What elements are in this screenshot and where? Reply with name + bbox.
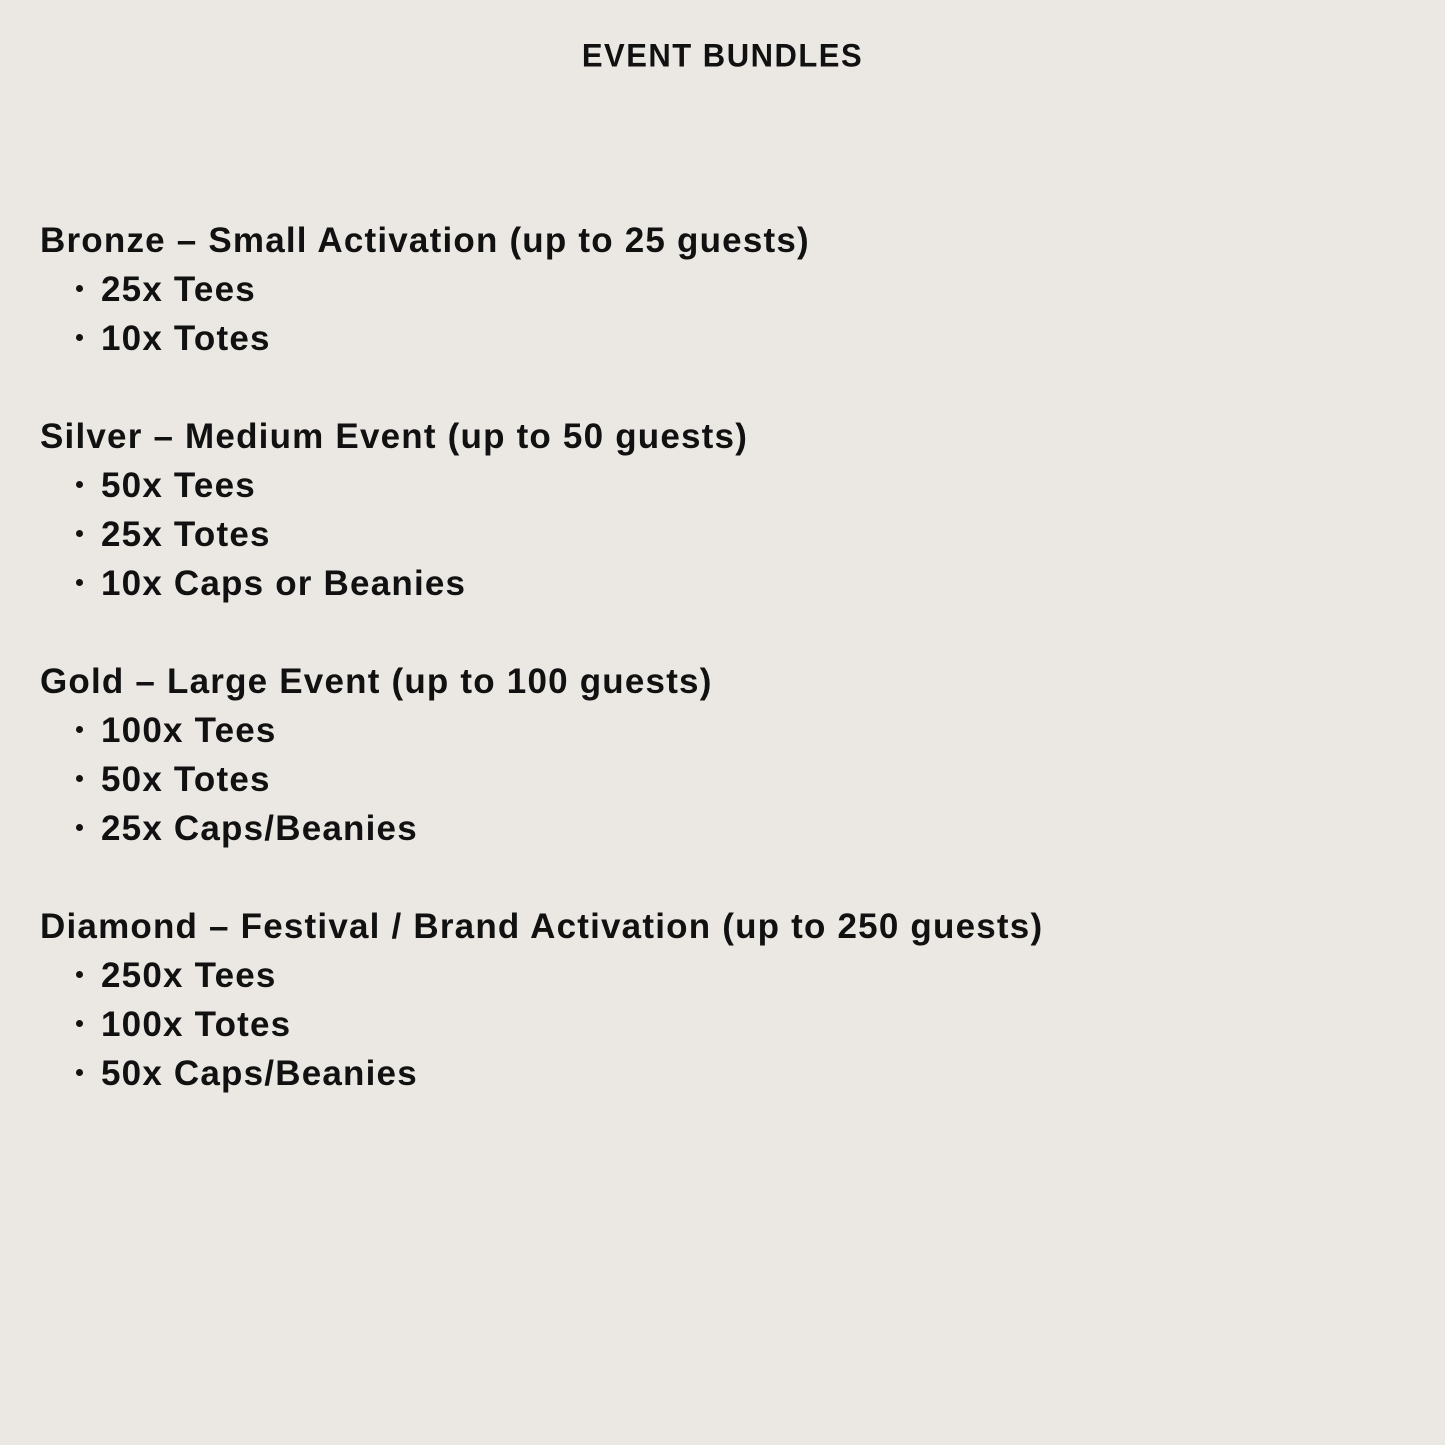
item-label: 250x Tees (101, 956, 277, 995)
bundle-gold (40, 657, 1430, 853)
bundle-heading: Gold – Large Event (up to 100 guests) (40, 662, 713, 701)
item-label: 50x Caps/Beanies (101, 1054, 418, 1093)
item-label: 25x Totes (101, 515, 271, 554)
list-item (40, 755, 1430, 804)
list-item (40, 804, 1430, 853)
bullet-icon (76, 824, 83, 831)
list-item (40, 706, 1430, 755)
list-item (40, 461, 1430, 510)
list-item (40, 559, 1430, 608)
bundle-items (40, 265, 1430, 363)
bullet-icon (76, 579, 83, 586)
list-item (40, 951, 1430, 1000)
bullet-icon (76, 775, 83, 782)
bullet-icon (76, 285, 83, 292)
list-item (40, 510, 1430, 559)
bullet-icon (76, 726, 83, 733)
bundle-heading: Silver – Medium Event (up to 50 guests) (40, 417, 749, 456)
bundle-heading: Bronze – Small Activation (up to 25 guests) (40, 221, 810, 260)
bullet-icon (76, 481, 83, 488)
page-title: EVENT BUNDLES (581, 37, 864, 74)
item-label: 100x Totes (101, 1005, 292, 1044)
item-label: 100x Tees (101, 711, 277, 750)
list-item (40, 1000, 1430, 1049)
bundle-items (40, 706, 1430, 853)
item-label: 25x Tees (101, 270, 256, 309)
bundle-items (40, 461, 1430, 608)
bullet-icon (76, 530, 83, 537)
bundle-heading: Diamond – Festival / Brand Activation (up to 250 guests) (40, 907, 1044, 946)
item-label: 10x Caps or Beanies (101, 564, 467, 603)
bullet-icon (76, 971, 83, 978)
list-item (40, 314, 1430, 363)
item-label: 25x Caps/Beanies (101, 809, 418, 848)
list-item (40, 265, 1430, 314)
bundle-bronze (40, 216, 1430, 363)
bullet-icon (76, 334, 83, 341)
bundle-diamond (40, 902, 1430, 1098)
item-label: 50x Tees (101, 466, 256, 505)
item-label: 10x Totes (101, 319, 271, 358)
item-label: 50x Totes (101, 760, 271, 799)
bullet-icon (76, 1069, 83, 1076)
list-item (40, 1049, 1430, 1098)
bundle-list (40, 216, 1430, 1147)
bullet-icon (76, 1020, 83, 1027)
bundle-items (40, 951, 1430, 1098)
bundle-silver (40, 412, 1430, 608)
